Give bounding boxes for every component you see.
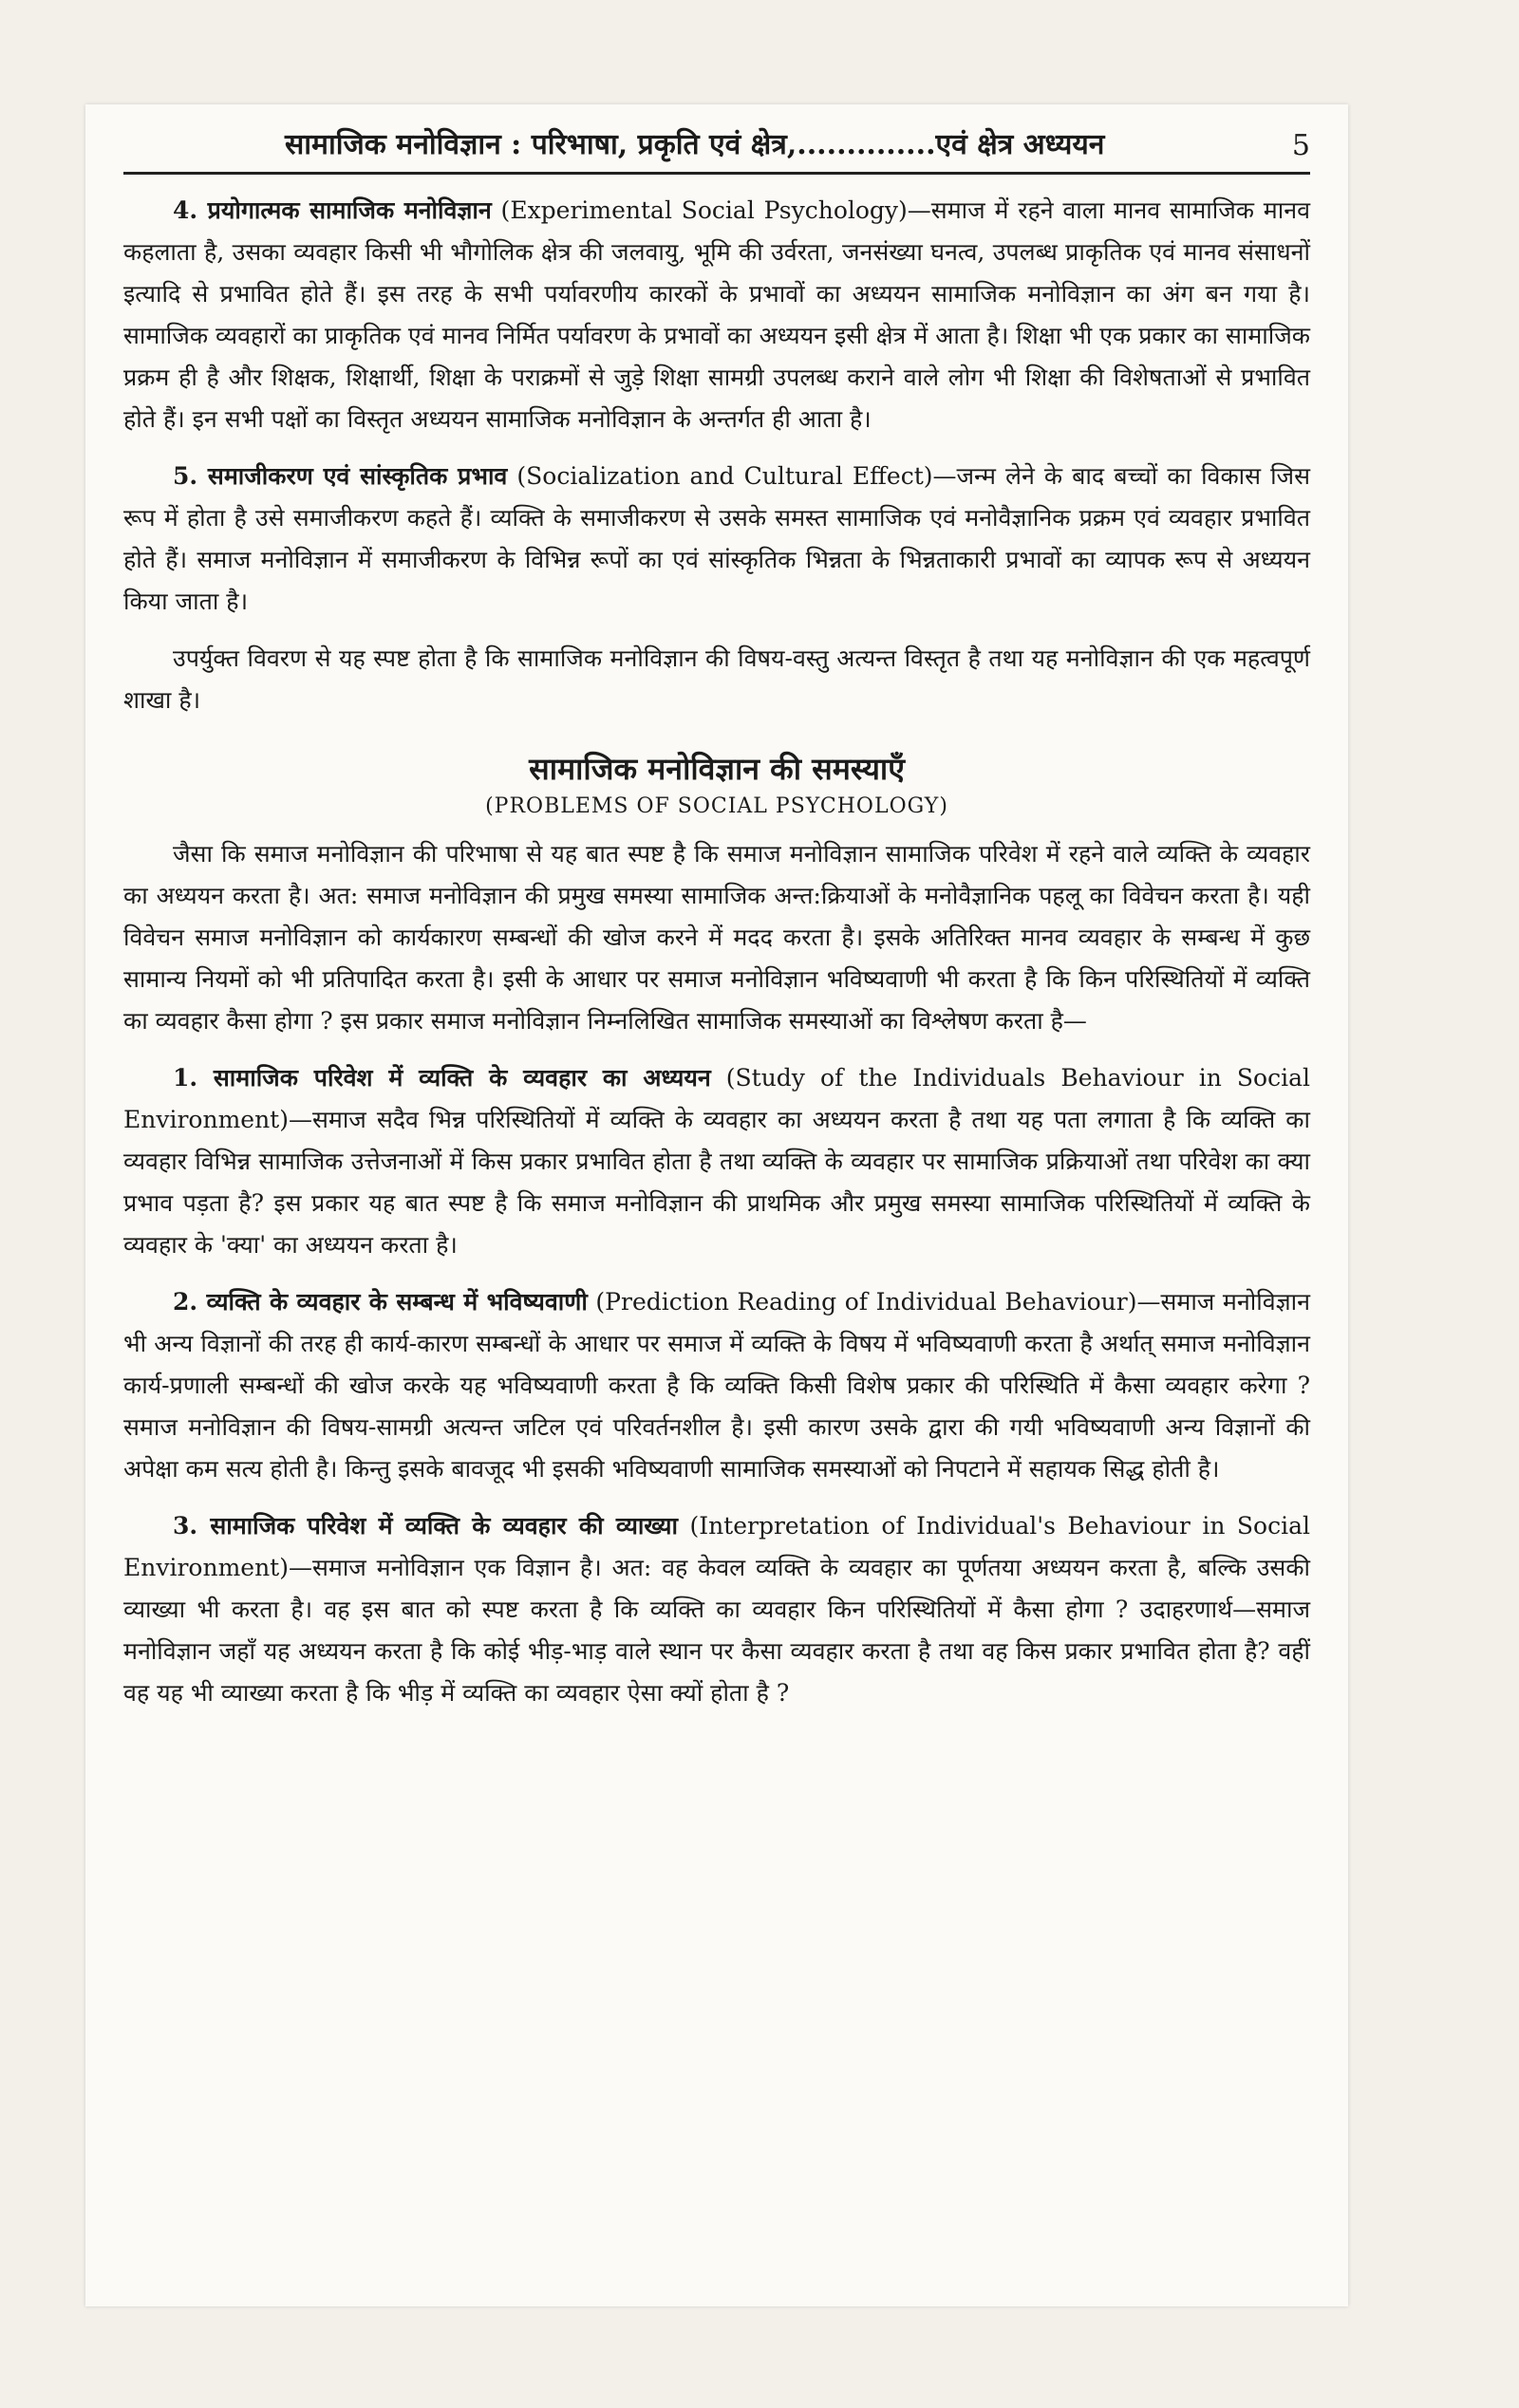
paragraph-interpretation — [123, 1505, 1310, 1714]
paragraph-heading: 4. प्रयोगात्मक सामाजिक मनोविज्ञान — [173, 196, 492, 224]
paragraph-text: (Interpretation of Individual's Behaviour in Social Environment)—समाज मनोविज्ञान एक विज्ञान है। अत: वह केवल व्यक्ति के व्यवहार का पूर्णतया अध्ययन करता है, बल्कि उसकी व्याख्या भी करता है। वह इस बात को स्पष्ट करता है कि व्यक्ति का व्यवहार किन परिस्थितियों में कैसा होगा ? उदाहरणार्थ—समाज मनोविज्ञान जहाँ यह अध्ययन करता है कि कोई भीड़-भाड़ वाले स्थान पर कैसा व्यवहार करता है तथा वह किस प्रकार प्रभावित होता है? वहीं वह यह भी व्याख्या करता है कि भीड़ में व्यक्ति का व्यवहार ऐसा क्यों होता है ? — [123, 1512, 1310, 1707]
paragraph-heading: 1. सामाजिक परिवेश में व्यक्ति के व्यवहार का अध्ययन — [173, 1064, 711, 1092]
paragraph-study — [123, 1057, 1310, 1266]
paragraph-text: (Socialization and Cultural Effect)—जन्म लेने के बाद बच्चों का विकास जिस रूप में होता है उसे समाजीकरण कहते हैं। व्यक्ति के समाजीकरण से उसके समस्त सामाजिक एवं मनोवैज्ञानिक प्रक्रम एवं व्यवहार प्रभावित होते हैं। समाज मनोविज्ञान में समाजीकरण के विभिन्न रूपों का एवं सांस्कृतिक भिन्नता के भिन्नताकारी प्रभावों का व्यापक रूप से अध्ययन किया जाता है। — [123, 462, 1311, 615]
paragraph-heading: 3. सामाजिक परिवेश में व्यक्ति के व्यवहार की व्याख्या — [173, 1512, 678, 1540]
paragraph-text: जैसा कि समाज मनोविज्ञान की परिभाषा से यह बात स्पष्ट है कि समाज मनोविज्ञान सामाजिक परिवेश में रहने वाले व्यक्ति के व्यवहार का अध्ययन करता है। अत: समाज मनोविज्ञान की प्रमुख समस्या सामाजिक अन्त:क्रियाओं के मनोवैज्ञानिक पहलू का विवेचन करता है। यही विवेचन समाज मनोविज्ञान को कार्यकारण सम्बन्धों की खोज करने में मदद करता है। इसके अतिरिक्त मानव व्यवहार के सम्बन्ध में कुछ सामान्य नियमों को भी प्रतिपादित करता है। इसी के आधार पर समाज मनोविज्ञान भविष्यवाणी भी करता है कि किन परिस्थितियों में व्यक्ति का व्यवहार कैसा होगा ? इस प्रकार समाज मनोविज्ञान निम्नलिखित सामाजिक समस्याओं का विश्लेषण करता है— — [123, 840, 1310, 1035]
paragraph-experimental — [123, 190, 1310, 440]
section-subtitle: (PROBLEMS OF SOCIAL PSYCHOLOGY) — [485, 794, 948, 818]
paragraph-intro — [123, 833, 1310, 1042]
paragraph-heading: 5. समाजीकरण एवं सांस्कृतिक प्रभाव — [173, 462, 508, 490]
paragraph-prediction — [123, 1281, 1310, 1490]
book-page — [85, 104, 1348, 2306]
paragraph-text: (Study of the Individuals Behaviour in Social Environment)—समाज सदैव भिन्न परिस्थितियों में व्यक्ति के व्यवहार का अध्ययन करता है तथा यह पता लगाता है कि व्यक्ति का व्यवहार विभिन्न सामाजिक उत्तेजनाओं में किस प्रकार प्रभावित होता है तथा व्यक्ति के व्यवहार पर सामाजिक प्रक्रियाओं तथा परिवेश का क्या प्रभाव पड़ता है? इस प्रकार यह बात स्पष्ट है कि समाज मनोविज्ञान की प्राथमिक और प्रमुख समस्या सामाजिक परिस्थितियों में व्यक्ति के व्यवहार के 'क्या' का अध्ययन करता है। — [123, 1064, 1310, 1259]
running-title: सामाजिक मनोविज्ञान : परिभाषा, प्रकृति एवं क्षेत्र,..............एवं क्षेत्र अध्ययन — [285, 128, 1105, 161]
paragraph-socialization — [123, 456, 1310, 623]
section-title: सामाजिक मनोविज्ञान की समस्याएँ — [529, 751, 905, 787]
paragraph-text: उपर्युक्त विवरण से यह स्पष्ट होता है कि सामाजिक मनोविज्ञान की विषय-वस्तु अत्यन्त विस्तृत है तथा यह मनोविज्ञान की एक महत्वपूर्ण शाखा है। — [123, 644, 1310, 714]
paragraph-summary — [123, 638, 1310, 721]
running-header — [123, 123, 1310, 175]
page-number: 5 — [1291, 129, 1310, 162]
paragraph-heading: 2. व्यक्ति के व्यवहार के सम्बन्ध में भविष्यवाणी — [173, 1288, 588, 1316]
paragraph-text: (Experimental Social Psychology)—समाज में रहने वाला मानव सामाजिक मानव कहलाता है, उसका व्यवहार किसी भी भौगोलिक क्षेत्र की जलवायु, भूमि की उर्वरता, जनसंख्या घनत्व, उपलब्ध प्राकृतिक एवं मानव संसाधनों इत्यादि से प्रभावित होते हैं। इस तरह के सभी पर्यावरणीय कारकों के प्रभावों का अध्ययन सामाजिक मनोविज्ञान का अंग बन गया है। सामाजिक व्यवहारों का प्राकृतिक एवं मानव निर्मित पर्यावरण के प्रभावों का अध्ययन इसी क्षेत्र में आता है। शिक्षा भी एक प्रकार का सामाजिक प्रक्रम ही है और शिक्षक, शिक्षार्थी, शिक्षा के पराक्रमों से जुड़े शिक्षा सामग्री उपलब्ध कराने वाले लोग भी शिक्षा की विशेषताओं से प्रभावित होते हैं। इन सभी पक्षों का विस्तृत अध्ययन सामाजिक मनोविज्ञान के अन्तर्गत ही आता है। — [123, 196, 1310, 433]
paragraph-text: (Prediction Reading of Individual Behaviour)—समाज मनोविज्ञान भी अन्य विज्ञानों की तरह ही कार्य-कारण सम्बन्धों के आधार पर समाज में व्यक्ति के विषय में भविष्यवाणी करता है अर्थात् समाज मनोविज्ञान कार्य-प्रणाली सम्बन्धों की खोज करके यह भविष्यवाणी करता है कि व्यक्ति किसी विशेष प्रकार की परिस्थिति में कैसा व्यवहार करेगा ? समाज मनोविज्ञान की विषय-सामग्री अत्यन्त जटिल एवं परिवर्तनशील है। इसी कारण उसके द्वारा की गयी भविष्यवाणी अन्य विज्ञानों की अपेक्षा कम सत्य होती है। किन्तु इसके बावजूद भी इसकी भविष्यवाणी सामाजिक समस्याओं को निपटाने में सहायक सिद्ध होती है। — [123, 1288, 1310, 1483]
